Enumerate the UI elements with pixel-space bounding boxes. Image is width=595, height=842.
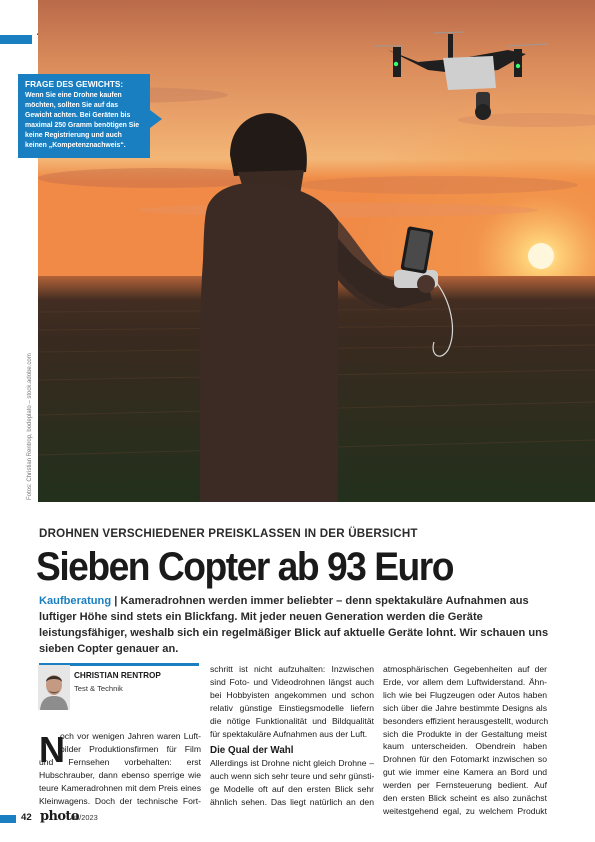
photo-credit: Fotos: Christian Rentrop, bodeplato – stock.adobe.com (27, 353, 33, 500)
body-line: atmosphärischen Gegebenheiten auf der (383, 664, 547, 674)
body-column-1 (39, 730, 201, 807)
author-department: Test & Technik (74, 684, 123, 693)
teaser-tag: Kaufberatung (39, 595, 112, 607)
kicker: DROHNEN VERSCHIEDENER PREISKLASSEN IN DER ÜBERSICHT (39, 527, 418, 540)
body-line: bilder Produktionsfirmen für Film (60, 743, 201, 754)
body-line: sich die Produkte in der Gestaltung meist (383, 728, 547, 739)
body-line: Kleinwagens. Doch der technische Fort- (39, 795, 201, 806)
dropcap: N (39, 729, 65, 770)
subheading: Die Qual der Wahl (210, 745, 294, 757)
teaser (39, 593, 569, 657)
body-line: besonders effizient herausgestellt, wodurch (383, 715, 549, 726)
body-line: Allerdings ist Drohne nicht gleich Drohne – (210, 758, 374, 769)
body-line: ge Modelle oft auf den ersten Blick sehr (210, 784, 374, 795)
body-line: sind Foto- und Videodrohnen längst auch (210, 676, 374, 687)
body-line: sich über die Jahre bestimmte Designs als (383, 702, 547, 713)
body-line: werden per Fernsteuerung bedient. Auf (383, 780, 547, 791)
body-line: und Fernsehen vorbehalten: erst (39, 756, 201, 767)
author-name: CHRISTIAN RENTROP (74, 671, 161, 680)
body-line: Hubschrauber, dann ebenso sperrige wie (39, 769, 201, 780)
avatar (38, 665, 70, 710)
body-line: relativ günstige Einstiegsmodelle liefern (210, 702, 374, 713)
body-line: ähnlich sehen. Das liegt natürlich an den (210, 797, 374, 808)
headline: Sieben Copter ab 93 Euro (36, 545, 454, 589)
body-line: auch wenn sich sehr teure und sehr günsti- (210, 771, 375, 782)
body-line: gut wie immer eine Kamera an Bord und (383, 767, 547, 778)
body-line: kaum unterscheiden. Obendrein haben (383, 741, 547, 752)
issue-number: 08/2023 (71, 813, 98, 822)
body-line: teure Kameradrohnen mit dem Preis eines (39, 782, 201, 793)
body-line: die nötige Funktionalität und Bildqualität (210, 715, 374, 726)
magazine-logo: photo (40, 809, 79, 824)
info-box-text: Wenn Sie eine Drohne kaufen möchten, sollten Sie auf das Gewicht achten. Bei Geräten bis maximal 250 Gramm benötigen Sie keine Registrierung und auch keinen „Kompetenznachweis“. (25, 92, 140, 149)
body-line: bei Hobbyisten angekommen und schon (210, 689, 374, 700)
info-box-title: FRAGE DES GEWICHTS: (25, 79, 124, 89)
weight-info-box (18, 74, 150, 158)
body-line: für spektakuläre Aufnahmen aus der Luft. (210, 728, 368, 739)
body-line: och vor wenigen Jahren waren Luft- (60, 731, 201, 741)
body-line: schritt ist nicht aufzuhalten: Inzwischen (210, 664, 374, 674)
page-number: 42 (21, 812, 32, 823)
body-line: weitestgehend egal, zu welchem Produkt (383, 805, 547, 816)
body-line: Drohnen für den Fotomarkt inzwischen so (383, 754, 547, 765)
section-marker (0, 35, 32, 44)
body-line: lich wie bei Flugzeugen oder Autos haben (383, 689, 547, 700)
body-column-3 (383, 663, 547, 818)
teaser-text: Kameradrohnen werden immer beliebter – denn spektakuläre Aufnahmen aus luftiger Höhe sind stets ein Blickfang. Mit jeder neuen Generation werden die Geräte leistungsfähiger, weshalb sich ein regelmäßiger Blick auf aktuelle Geräte lohnt. Wir schauen uns sieben Copter genauer an. (39, 595, 549, 655)
body-line: Erde, vor allem dem Luftwiderstand. Ähn- (383, 676, 547, 687)
footer-marker (0, 815, 16, 823)
body-column-2 (210, 663, 374, 809)
body-line: den ersten Blick scheint es also zunächst (383, 793, 547, 804)
teaser-separator: | (111, 595, 121, 607)
